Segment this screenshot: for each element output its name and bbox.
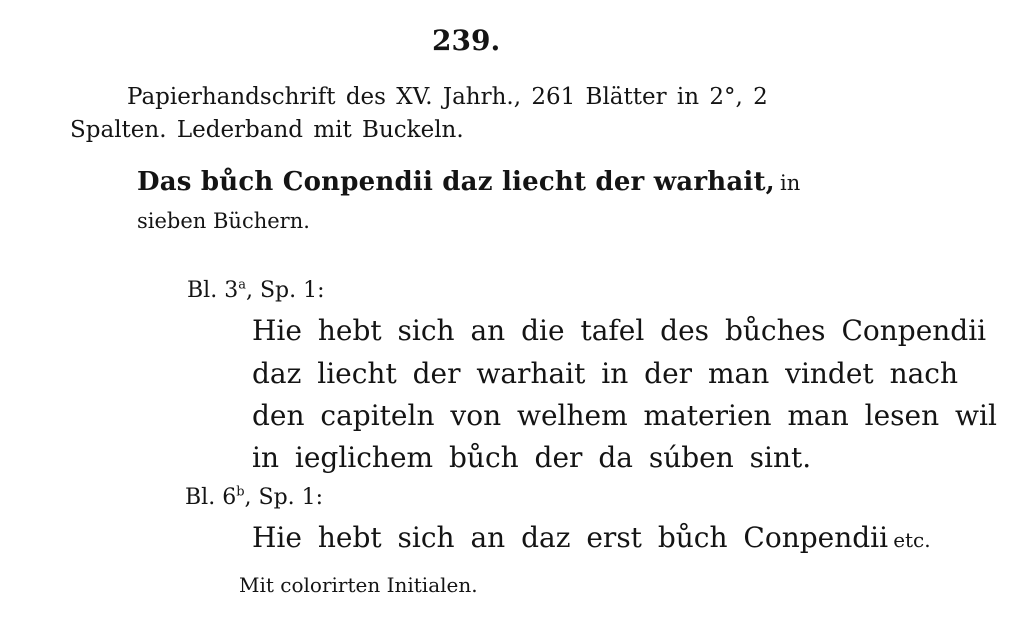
folio-column: , Sp. 1:	[244, 485, 324, 510]
folio-column: , Sp. 1:	[245, 278, 325, 303]
work-title-tail: in	[780, 171, 801, 195]
incipit-text: Hie hebt sich an daz erst bůch Conpendii	[252, 521, 889, 554]
decoration-note: Mit colorirten Initialen.	[239, 573, 478, 597]
work-title	[137, 169, 800, 195]
folio-label: Bl. 6	[185, 485, 237, 510]
folio-reference-2	[185, 484, 324, 510]
quote-line-1: Hie hebt sich an die tafel des bůches Conpendii	[252, 314, 987, 347]
quote-line-3: den capiteln von welhem materien man lesen wil	[252, 399, 997, 432]
folio-reference-1	[187, 277, 325, 303]
quote-line-4: in ieglichem bůch der da súben sint.	[252, 441, 812, 474]
work-title-bold: Das bůch Conpendii daz liecht der warhait,	[137, 167, 775, 197]
quote-line-2: daz liecht der warhait in der man vindet nach	[252, 357, 959, 390]
folio-superscript: b	[236, 484, 245, 500]
folio-superscript: a	[238, 277, 246, 293]
folio-label: Bl. 3	[187, 278, 239, 303]
work-title-line-2: sieben Büchern.	[137, 209, 310, 233]
incipit-suffix: etc.	[893, 528, 931, 552]
description-line-1: Papierhandschrift des XV. Jahrh., 261 Blätter in 2°, 2	[127, 84, 768, 110]
incipit-line	[252, 521, 931, 554]
page-number: 239.	[432, 24, 501, 57]
description-line-2: Spalten. Lederband mit Buckeln.	[70, 117, 464, 143]
